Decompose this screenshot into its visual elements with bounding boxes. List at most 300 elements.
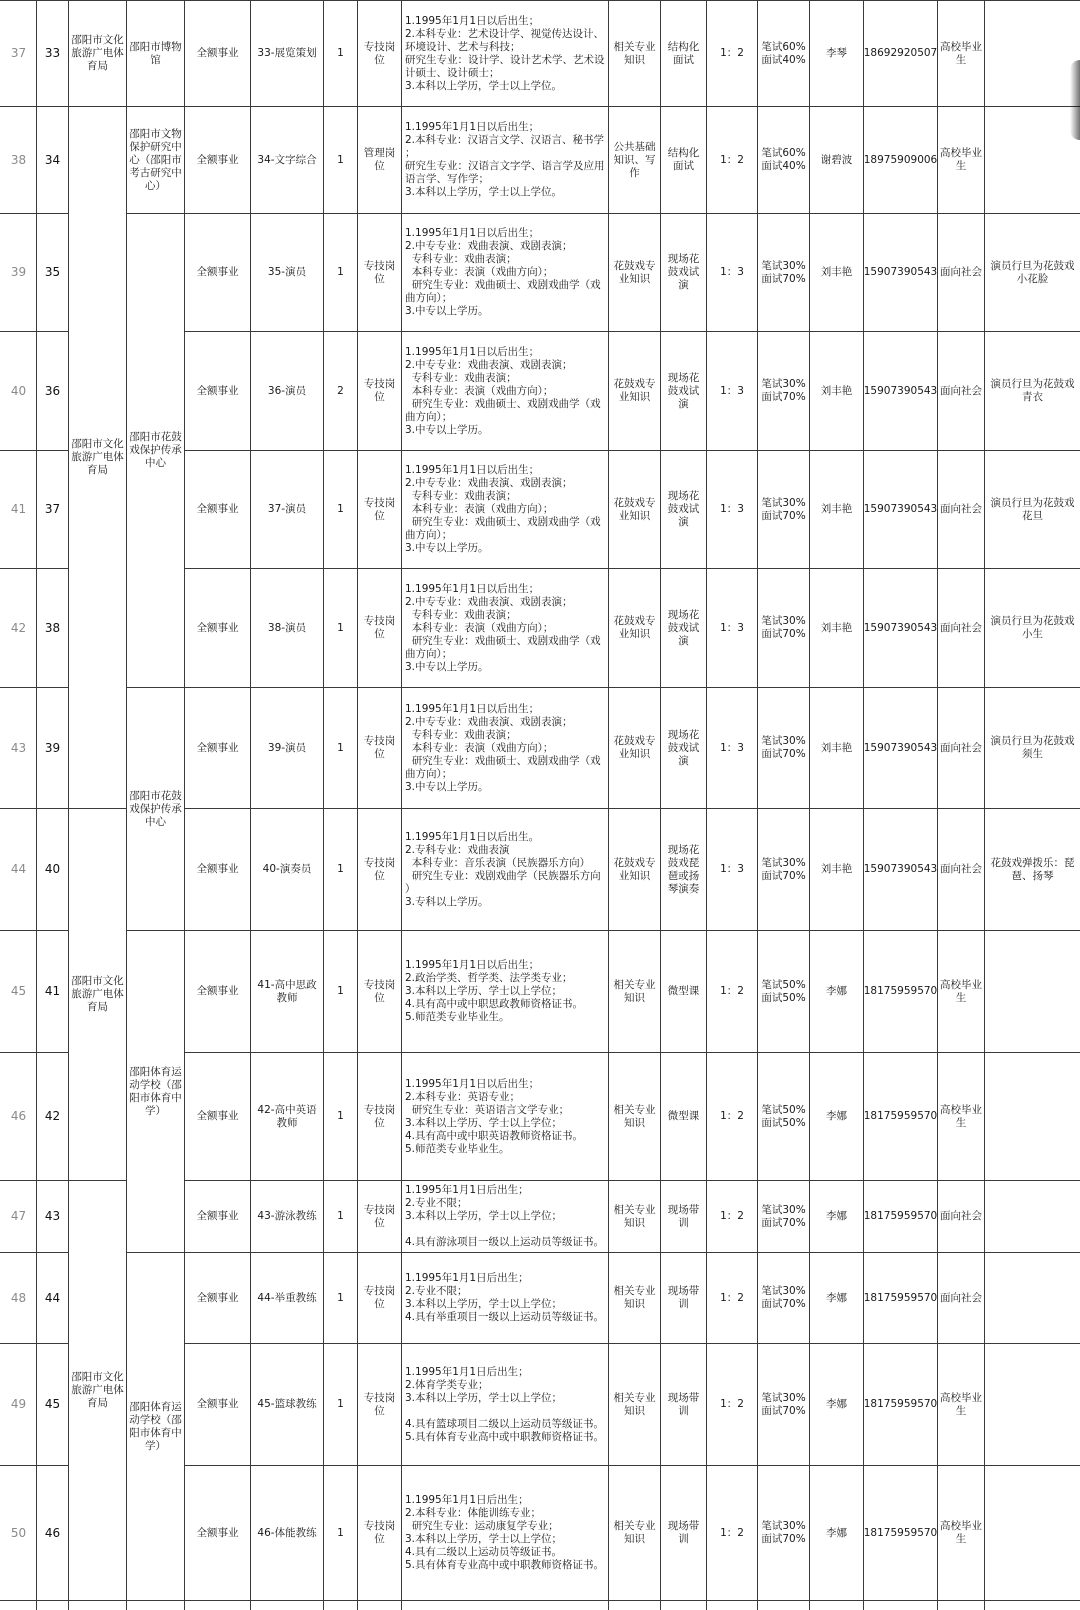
requirement-line: 3.本科以上学历，学士以上学位； [405,1533,563,1545]
contact-person: 刘丰艳 [820,503,853,515]
remarks: 演员行旦为花鼓戏青衣 [990,378,1075,403]
post-category: 专技岗位 [363,1391,396,1417]
requirements-text [405,703,606,794]
exam-ratio: 1：2 [720,1398,744,1410]
requirements-text [405,959,606,1024]
contact-phone: 18175959570 [864,1110,937,1122]
exam-ratio: 1：2 [720,153,744,166]
post-category: 专技岗位 [363,856,396,882]
contact-person: 李娜 [826,1210,847,1222]
post-count: 1 [337,503,344,515]
remarks [985,1344,1080,1465]
requirement-line: 1.1995年1月1日后出生； [405,1494,529,1506]
remarks [985,107,1080,213]
requirement-line: 5.具有体育专业高中或中职教师资格证书。 [405,1430,605,1443]
requirement-line: 专科专业：戏曲表演； [405,253,517,265]
interview-method: 现场带训 [667,1391,700,1417]
requirements-text [405,121,606,199]
written-exam-subject: 相关专业知识 [613,1285,656,1310]
requirement-line: 4.具有举重项目一级以上运动员等级证书。 [405,1311,605,1323]
target-applicants: 高校毕业生 [940,1391,982,1417]
requirement-line: 2.专业不限； [405,1197,468,1209]
contact-phone: 15907390543 [864,863,937,875]
post-count: 1 [337,1110,344,1122]
requirement-line: 1.1995年1月1日以后出生； [405,464,540,476]
requirements-cell [402,107,608,213]
requirements-text [405,1184,606,1249]
post-count: 1 [337,1210,344,1222]
target-applicants: 面向社会 [940,266,982,278]
requirement-line: 2.中专专业：戏曲表演、戏剧表演； [405,358,573,371]
score-weight: 笔试50%面试50% [761,1103,806,1129]
department-cell: 邵阳市文化旅游广电体育局 [71,34,124,72]
written-exam-subject: 花鼓戏专业知识 [613,496,656,522]
requirement-line: 研究生专业：戏曲硕士、戏剧戏曲学（戏 [405,754,601,767]
requirement-line: 曲方向）； [405,647,453,660]
contact-phone: 18975909006 [864,153,937,166]
score-weight: 笔试50%面试50% [761,978,806,1004]
requirement-line: ） [405,882,416,895]
score-weight: 笔试30%面试70% [761,1285,806,1310]
requirement-line: 2.政治学类、哲学类、法学类专业； [405,972,573,984]
exam-ratio: 1：3 [720,741,744,754]
requirement-line: 3.中专以上学历。 [405,423,489,436]
post-name: 46-体能教练 [257,1526,317,1539]
funding-type: 全额事业 [196,47,239,59]
requirements-text [405,1078,606,1156]
sequence-number: 33 [44,46,61,60]
funding-type: 全额事业 [196,384,239,397]
score-weight: 笔试30%面试70% [761,259,806,285]
score-weight: 笔试60%面试40% [761,40,806,66]
contact-person: 刘丰艳 [820,741,853,754]
post-category: 专技岗位 [363,259,396,285]
interview-method: 现场带训 [667,1520,700,1545]
post-count: 1 [337,1398,344,1410]
post-count: 1 [337,621,344,634]
post-category: 专技岗位 [363,978,396,1004]
requirement-line: 2.中专专业：戏曲表演、戏剧表演； [405,240,573,252]
sequence-number: 42 [44,1109,61,1123]
sequence-number: 35 [44,265,61,279]
remarks: 演员行旦为花鼓戏须生 [990,735,1075,760]
contact-person: 李琴 [826,47,847,59]
post-name: 41-高中思政教师 [257,978,317,1004]
requirements-text [405,227,606,318]
interview-method: 现场花鼓戏琵琶或扬琴演奏 [667,843,700,895]
row-number: 38 [10,152,27,167]
row-number: 43 [10,740,27,755]
exam-ratio: 1：2 [720,47,744,59]
post-category: 专技岗位 [363,1203,396,1229]
written-exam-subject: 相关专业知识 [613,978,656,1004]
post-name: 37-演员 [267,503,307,515]
remarks [985,1466,1080,1600]
requirement-line: 2.本科专业：英语专业； [405,1090,521,1103]
requirements-text [405,831,606,909]
requirements-text [405,15,606,93]
target-applicants: 面向社会 [940,1291,982,1304]
sequence-number: 39 [44,740,61,755]
score-weight: 笔试30%面试70% [761,378,806,403]
unit-cell: 邵阳体育运动学校（邵阳市体育中学） [129,1400,182,1452]
requirement-line: 3.本科以上学历，学士以上学位； [405,1298,563,1310]
requirement-line: 专科专业：戏曲表演； [405,371,517,384]
exam-ratio: 1：3 [720,621,744,634]
row-number: 48 [10,1290,27,1305]
requirement-line: 3.中专以上学历。 [405,542,489,554]
requirement-line: 语言学、写作学； [405,173,489,185]
scroll-edge-shadow [1070,60,1080,140]
interview-method: 微型课 [667,1110,700,1122]
row-divider [126,1600,185,1601]
target-applicants: 面向社会 [940,384,982,397]
post-category: 专技岗位 [363,378,396,403]
requirements-cell [402,1181,608,1252]
target-applicants: 高校毕业生 [940,1520,982,1545]
remarks [985,1181,1080,1252]
requirement-line: 3.中专以上学历。 [405,660,489,673]
post-category: 专技岗位 [363,496,396,522]
requirement-line: 1.1995年1月1日以后出生； [405,345,540,358]
contact-phone: 15907390543 [864,503,937,515]
row-divider [0,1600,69,1601]
requirement-line: 1.1995年1月1日以后出生； [405,582,540,595]
requirement-line: 研究生专业：戏曲硕士、戏剧戏曲学（戏 [405,516,601,528]
post-count: 1 [337,741,344,754]
interview-method: 现场带训 [667,1203,700,1229]
requirement-line: 计硕士、设计硕士； [405,66,500,79]
post-category: 专技岗位 [363,735,396,760]
unit-cell: 邵阳市文物保护研究中心（邵阳市考古研究中心） [129,127,182,192]
post-count: 1 [337,1291,344,1304]
score-weight: 笔试30%面试70% [761,1520,806,1545]
post-category: 专技岗位 [363,1285,396,1310]
requirement-line: 3.本科以上学历、学士以上学位； [405,1116,563,1129]
contact-person: 刘丰艳 [820,863,853,875]
interview-method: 微型课 [667,985,700,997]
written-exam-subject: 相关专业知识 [613,1203,656,1229]
requirements-cell [402,332,608,450]
requirement-line: 4.具有篮球项目二级以上运动员等级证书。 [405,1417,605,1430]
requirement-line: 研究生专业：运动康复学专业； [405,1520,559,1532]
row-number: 49 [10,1397,27,1411]
post-category: 专技岗位 [363,1103,396,1129]
written-exam-subject: 花鼓戏专业知识 [613,378,656,403]
funding-type: 全额事业 [196,153,239,166]
funding-type: 全额事业 [196,621,239,634]
post-name: 35-演员 [267,266,307,278]
requirement-line: 5.具有体育专业高中或中职教师资格证书。 [405,1559,605,1571]
post-category: 专技岗位 [363,40,396,66]
requirements-cell [402,809,608,930]
requirements-text [405,1366,606,1444]
target-applicants: 面向社会 [940,621,982,634]
unit-cell: 邵阳市花鼓戏保护传承中心 [129,431,182,469]
post-count: 1 [337,153,344,166]
requirement-line: 2.中专专业：戏曲表演、戏剧表演； [405,595,573,608]
requirement-line: 研究生专业：汉语言文字学、语言学及应用 [405,160,605,172]
remarks: 演员行旦为花鼓戏花旦 [990,496,1075,522]
requirement-line: 3.本科以上学历，学士以上学位。 [405,186,563,198]
remarks: 花鼓戏弹拨乐：琵琶、扬琴 [990,856,1075,882]
requirement-line: 1.1995年1月1日以后出生； [405,227,540,239]
post-count: 1 [337,266,344,278]
score-weight: 笔试30%面试70% [761,1391,806,1417]
unit-cell: 邵阳市花鼓戏保护传承中心 [129,789,182,828]
remarks [985,931,1080,1052]
row-number: 41 [10,502,27,516]
requirement-line: 研究生专业：戏曲硕士、戏剧戏曲学（戏 [405,279,601,291]
requirement-line: 2.本科专业：体能训练专业； [405,1507,542,1519]
post-count: 1 [337,985,344,997]
requirements-text [405,1494,606,1572]
department-cell: 邵阳市文化旅游广电体育局 [71,1371,124,1409]
target-applicants: 面向社会 [940,741,982,754]
post-count: 1 [337,863,344,875]
target-applicants: 高校毕业生 [940,978,982,1004]
requirements-text [405,346,606,437]
requirements-text [405,464,606,555]
requirement-line: 4.具有高中或中职英语教师资格证书。 [405,1129,584,1142]
requirement-line: 2.中专专业：戏曲表演、戏剧表演； [405,715,573,728]
requirement-line: 1.1995年1月1日以后出生； [405,959,540,971]
requirement-line: 3.本科以上学历，学士以上学位； [405,1391,563,1404]
post-name: 44-举重教练 [257,1291,317,1304]
written-exam-subject: 花鼓戏专业知识 [613,259,656,285]
sequence-number: 36 [44,383,61,398]
interview-method: 现场花鼓戏试演 [667,728,700,767]
requirement-line: 3.中专以上学历。 [405,780,489,793]
requirements-cell [402,214,608,331]
requirement-line: 2.本科专业：艺术设计学、视觉传达设计、 [405,27,605,40]
requirement-line: 曲方向）； [405,529,453,541]
score-weight: 笔试30%面试70% [761,1203,806,1229]
row-number: 39 [10,265,27,279]
post-name: 40-演奏员 [262,863,312,875]
contact-phone: 18175959570 [864,985,937,997]
requirement-line: 4.具有游泳项目一级以上运动员等级证书。 [405,1236,605,1248]
sequence-number: 41 [44,984,61,998]
target-applicants: 面向社会 [940,1210,982,1222]
interview-method: 现场花鼓戏试演 [667,490,700,528]
contact-person: 李娜 [826,1110,847,1122]
contact-phone: 18175959570 [864,1291,937,1304]
requirement-line: 2.专科专业：戏曲表演 [405,843,510,856]
post-category: 管理岗位 [363,147,396,172]
post-category: 专技岗位 [363,1520,396,1545]
score-weight: 笔试30%面试70% [761,496,806,522]
exam-ratio: 1：3 [720,266,744,278]
requirements-text [405,583,606,674]
post-name: 36-演员 [267,384,307,397]
requirements-cell [402,1,608,106]
requirement-line: 本科专业：音乐表演（民族器乐方向） [405,856,591,869]
exam-ratio: 1：2 [720,1110,744,1122]
interview-method: 结构化面试 [667,147,700,172]
requirement-line: 3.中专以上学历。 [405,305,489,317]
target-applicants: 面向社会 [940,863,982,875]
target-applicants: 高校毕业生 [940,1103,982,1129]
row-number: 40 [10,383,27,398]
exam-ratio: 1：3 [720,384,744,397]
requirements-cell [402,569,608,687]
contact-phone: 18175959570 [864,1398,937,1410]
funding-type: 全额事业 [196,1210,239,1222]
row-number: 45 [10,984,27,998]
requirement-line: 环境设计、艺术与科技； [405,40,521,53]
remarks [985,1053,1080,1180]
post-count: 2 [337,384,344,397]
requirement-line: ； [405,147,416,159]
funding-type: 全额事业 [196,1291,239,1304]
requirements-cell [402,451,608,568]
requirement-line: 研究生专业：设计学、设计艺术学、艺术设 [405,53,605,66]
post-category: 专技岗位 [363,615,396,640]
funding-type: 全额事业 [196,1110,239,1122]
post-name: 34-文字综合 [257,153,317,166]
funding-type: 全额事业 [196,266,239,278]
score-weight: 笔试30%面试70% [761,615,806,640]
requirement-line: 2.本科专业：汉语言文学、汉语言、秘书学 [405,134,605,146]
requirements-cell [402,1253,608,1343]
contact-phone: 18175959570 [864,1210,937,1222]
row-number: 47 [10,1209,27,1223]
requirement-line: 3.专科以上学历。 [405,895,489,908]
requirement-line: 本科专业：表演（戏曲方向）； [405,621,554,634]
requirement-line: 5.师范类专业毕业生。 [405,1142,510,1155]
requirement-line: 2.体育学类专业； [405,1378,489,1391]
written-exam-subject: 相关专业知识 [613,1391,656,1417]
contact-phone: 15907390543 [864,384,937,397]
post-name: 38-演员 [267,621,307,634]
interview-method: 现场带训 [667,1285,700,1310]
interview-method: 现场花鼓戏试演 [667,371,700,410]
unit-cell: 邵阳体育运动学校（邵阳市体育中学） [129,1065,182,1117]
requirement-line: 1.1995年1月1日以后出生； [405,702,540,715]
requirement-line: 研究生专业：戏曲硕士、戏剧戏曲学（戏 [405,634,601,647]
contact-person: 李娜 [826,1526,847,1539]
requirement-line: 本科专业：表演（戏曲方向）； [405,266,554,278]
funding-type: 全额事业 [196,503,239,515]
requirements-cell [402,931,608,1052]
target-applicants: 高校毕业生 [940,147,982,172]
row-number: 50 [10,1525,27,1540]
requirement-line: 2.专业不限； [405,1285,468,1297]
row-number: 44 [10,862,27,876]
written-exam-subject: 相关专业知识 [613,1520,656,1545]
sequence-number: 43 [44,1209,61,1223]
contact-person: 刘丰艳 [820,266,853,278]
post-name: 43-游泳教练 [257,1210,317,1222]
unit-cell: 邵阳市博物馆 [129,40,182,66]
requirements-text [405,1272,606,1324]
post-name: 39-演员 [267,741,307,754]
requirement-line: 研究生专业：戏剧戏曲学（民族器乐方向 [405,869,601,882]
written-exam-subject: 相关专业知识 [613,40,656,66]
exam-ratio: 1：2 [720,1291,744,1304]
requirements-cell [402,1466,608,1600]
sequence-number: 37 [44,502,61,516]
requirement-line: 2.中专专业：戏曲表演、戏剧表演； [405,477,573,489]
requirement-line: 1.1995年1月1日后出生； [405,1365,529,1378]
contact-phone: 18692920507 [864,47,937,59]
requirement-line: 专科专业：戏曲表演； [405,728,517,741]
written-exam-subject: 花鼓戏专业知识 [613,856,656,882]
requirements-cell [402,688,608,808]
requirement-line: 1.1995年1月1日以后出生； [405,1077,540,1090]
requirement-line: 本科专业：表演（戏曲方向）； [405,503,554,515]
post-name: 33-展览策划 [257,47,317,59]
requirement-line: 专科专业：戏曲表演； [405,490,517,502]
row-number: 46 [10,1109,27,1123]
target-applicants: 面向社会 [940,503,982,515]
sequence-number: 40 [44,862,61,876]
requirements-cell [402,1344,608,1465]
score-weight: 笔试60%面试40% [761,147,806,172]
written-exam-subject: 相关专业知识 [613,1103,656,1129]
department-cell: 邵阳市文化旅游广电体育局 [71,975,124,1013]
requirement-line: 1.1995年1月1日后出生； [405,1272,529,1284]
sequence-number: 46 [44,1525,61,1540]
requirement-line: 1.1995年1月1日后出生； [405,1184,529,1196]
requirement-line: 曲方向）； [405,410,453,423]
remarks [985,1,1080,106]
exam-ratio: 1：3 [720,863,744,875]
requirement-line: 本科专业：表演（戏曲方向）； [405,384,554,397]
interview-method: 结构化面试 [667,40,700,66]
contact-person: 刘丰艳 [820,384,853,397]
requirement-line: 3.本科以上学历，学士以上学位。 [405,79,563,92]
contact-phone: 18175959570 [864,1526,937,1539]
funding-type: 全额事业 [196,741,239,754]
row-divider [184,1600,1080,1601]
sequence-number: 45 [44,1397,61,1411]
requirement-line: 曲方向）； [405,292,453,304]
contact-person: 李娜 [826,985,847,997]
post-name: 45-篮球教练 [257,1398,317,1410]
written-exam-subject: 花鼓戏专业知识 [613,615,656,640]
row-number: 37 [10,46,27,60]
requirement-line: 3.本科以上学历、学士以上学位； [405,985,563,997]
remarks [985,1253,1080,1343]
funding-type: 全额事业 [196,863,239,875]
exam-ratio: 1：2 [720,985,744,997]
contact-phone: 15907390543 [864,741,937,754]
sequence-number: 38 [44,620,61,635]
requirement-line: 本科专业：表演（戏曲方向）； [405,741,554,754]
remarks: 演员行旦为花鼓戏小生 [990,615,1075,640]
written-exam-subject: 公共基础知识、写作 [613,140,656,179]
requirement-line: 专科专业：戏曲表演； [405,608,517,621]
exam-ratio: 1：2 [720,1526,744,1539]
requirement-line: 曲方向）； [405,767,453,780]
exam-ratio: 1：2 [720,1210,744,1222]
funding-type: 全额事业 [196,1398,239,1410]
requirement-line: 1.1995年1月1日以后出生； [405,14,540,27]
requirement-line: 4.具有高中或中职思政教师资格证书。 [405,998,584,1010]
requirement-line [405,1405,606,1418]
row-number: 42 [10,620,27,635]
target-applicants: 高校毕业生 [940,40,982,66]
sequence-number: 34 [44,152,61,167]
requirement-line: 1.1995年1月1日以后出生； [405,121,540,133]
funding-type: 全额事业 [196,1526,239,1539]
funding-type: 全额事业 [196,985,239,997]
score-weight: 笔试30%面试70% [761,856,806,882]
requirement-line [405,1223,606,1236]
contact-person: 刘丰艳 [820,621,853,634]
